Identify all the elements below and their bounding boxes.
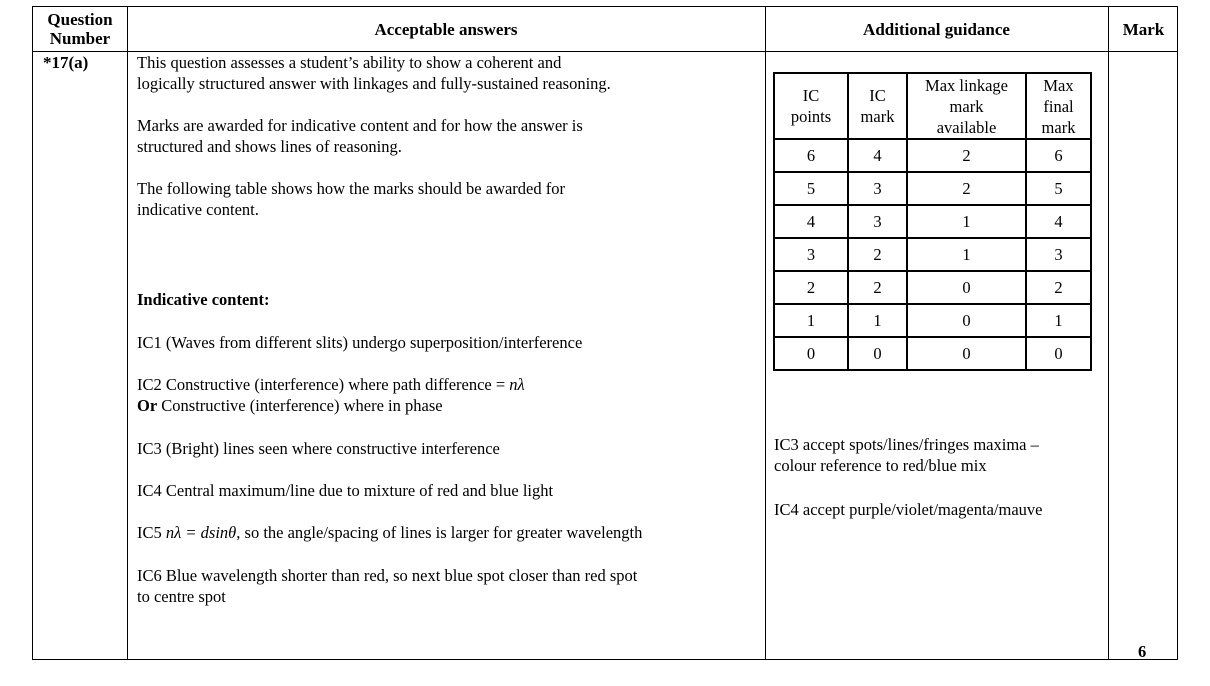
table-cell: 0 (774, 337, 848, 370)
table-cell: 0 (907, 271, 1026, 304)
ic6-text: to centre spot (137, 587, 226, 606)
header-line: points (790, 107, 832, 126)
table-cell: 6 (1026, 139, 1091, 172)
header-additional-guidance: Additional guidance (863, 19, 1010, 39)
intro-text: indicative content. (137, 200, 259, 219)
table-row (774, 271, 1091, 304)
mark-scheme-table (32, 6, 1178, 660)
ic-points-header (774, 73, 848, 139)
column-divider (1108, 7, 1109, 659)
table-cell: 1 (907, 205, 1026, 238)
table-cell: 2 (1026, 271, 1091, 304)
ic2-text (137, 374, 525, 395)
intro-text: structured and shows lines of reasoning. (137, 137, 402, 156)
column-divider (127, 7, 128, 659)
header-line: Max linkage (925, 75, 1008, 95)
header-question-number: Question Number (47, 10, 113, 48)
header-line: IC (869, 86, 886, 105)
column-divider (765, 7, 766, 659)
ic5-math: nλ = dsinθ (165, 523, 237, 542)
ic5-prefix: IC5 (137, 523, 166, 542)
indicative-content-heading: Indicative content: (137, 290, 270, 309)
ic4-text: IC4 Central maximum/line due to mixture of red and blue light (137, 481, 554, 500)
ic-marks-header-row (774, 73, 1091, 139)
ic2-text-part: IC2 Constructive (interference) where path difference = (137, 375, 510, 394)
table-cell: 0 (848, 337, 907, 370)
ic3-text: IC3 (Bright) lines seen where constructive interference (137, 439, 500, 458)
table-cell: 2 (848, 238, 907, 271)
table-row (774, 238, 1091, 271)
or-keyword: Or (137, 396, 158, 415)
table-cell: 4 (774, 205, 848, 238)
ic2-alt-text (137, 395, 443, 416)
max-linkage-header (907, 73, 1026, 139)
table-cell: 3 (848, 172, 907, 205)
table-cell: 1 (1026, 304, 1091, 337)
header-line: mark (860, 107, 895, 126)
table-cell: 5 (774, 172, 848, 205)
table-cell: 0 (907, 304, 1026, 337)
header-acceptable-answers: Acceptable answers (374, 19, 518, 39)
header-line: mark (949, 96, 984, 116)
table-cell: 2 (774, 271, 848, 304)
table-row (774, 304, 1091, 337)
table-cell: 4 (848, 139, 907, 172)
intro-text: This question assesses a student’s ability to show a coherent and (137, 53, 562, 72)
table-cell: 3 (1026, 238, 1091, 271)
ic-mark-header (848, 73, 907, 139)
table-cell: 2 (907, 172, 1026, 205)
table-row (774, 139, 1091, 172)
header-line: IC (802, 86, 820, 105)
table-cell: 4 (1026, 205, 1091, 238)
header-line: final (1043, 96, 1074, 116)
ic-marks-table (773, 72, 1092, 371)
table-row (774, 205, 1091, 238)
header-mark: Mark (1122, 19, 1165, 39)
intro-text: The following table shows how the marks should be awarded for (137, 179, 565, 198)
ic5-rest: , so the angle/spacing of lines is larger for greater wavelength (236, 523, 643, 542)
guidance-ic3: colour reference to red/blue mix (774, 456, 987, 475)
table-row (774, 337, 1091, 370)
guidance-ic3: IC3 accept spots/lines/fringes maxima – (774, 435, 1039, 454)
total-mark: 6 (1138, 642, 1147, 661)
table-cell: 0 (1026, 337, 1091, 370)
header-line: available (936, 117, 997, 137)
table-cell: 2 (907, 139, 1026, 172)
ic2-math: nλ (509, 375, 525, 394)
guidance-ic4: IC4 accept purple/violet/magenta/mauve (774, 500, 1043, 519)
table-cell: 1 (848, 304, 907, 337)
question-number: *17(a) (43, 53, 89, 72)
max-final-header (1026, 73, 1091, 139)
table-cell: 3 (774, 238, 848, 271)
header-line: Max (1043, 75, 1074, 95)
table-cell: 0 (907, 337, 1026, 370)
table-cell: 1 (774, 304, 848, 337)
table-cell: 6 (774, 139, 848, 172)
table-cell: 1 (907, 238, 1026, 271)
ic1-text: IC1 (Waves from different slits) undergo superposition/interference (137, 333, 583, 352)
intro-text: Marks are awarded for indicative content and for how the answer is (137, 116, 583, 135)
table-cell: 5 (1026, 172, 1091, 205)
table-row (774, 172, 1091, 205)
table-cell: 3 (848, 205, 907, 238)
ic5-text (137, 522, 642, 543)
ic2-alt-part: Constructive (interference) where in phase (157, 396, 443, 415)
header-line: mark (1041, 117, 1076, 137)
intro-text: logically structured answer with linkages and fully-sustained reasoning. (137, 74, 611, 93)
ic6-text: IC6 Blue wavelength shorter than red, so next blue spot closer than red spot (137, 566, 638, 585)
table-cell: 2 (848, 271, 907, 304)
